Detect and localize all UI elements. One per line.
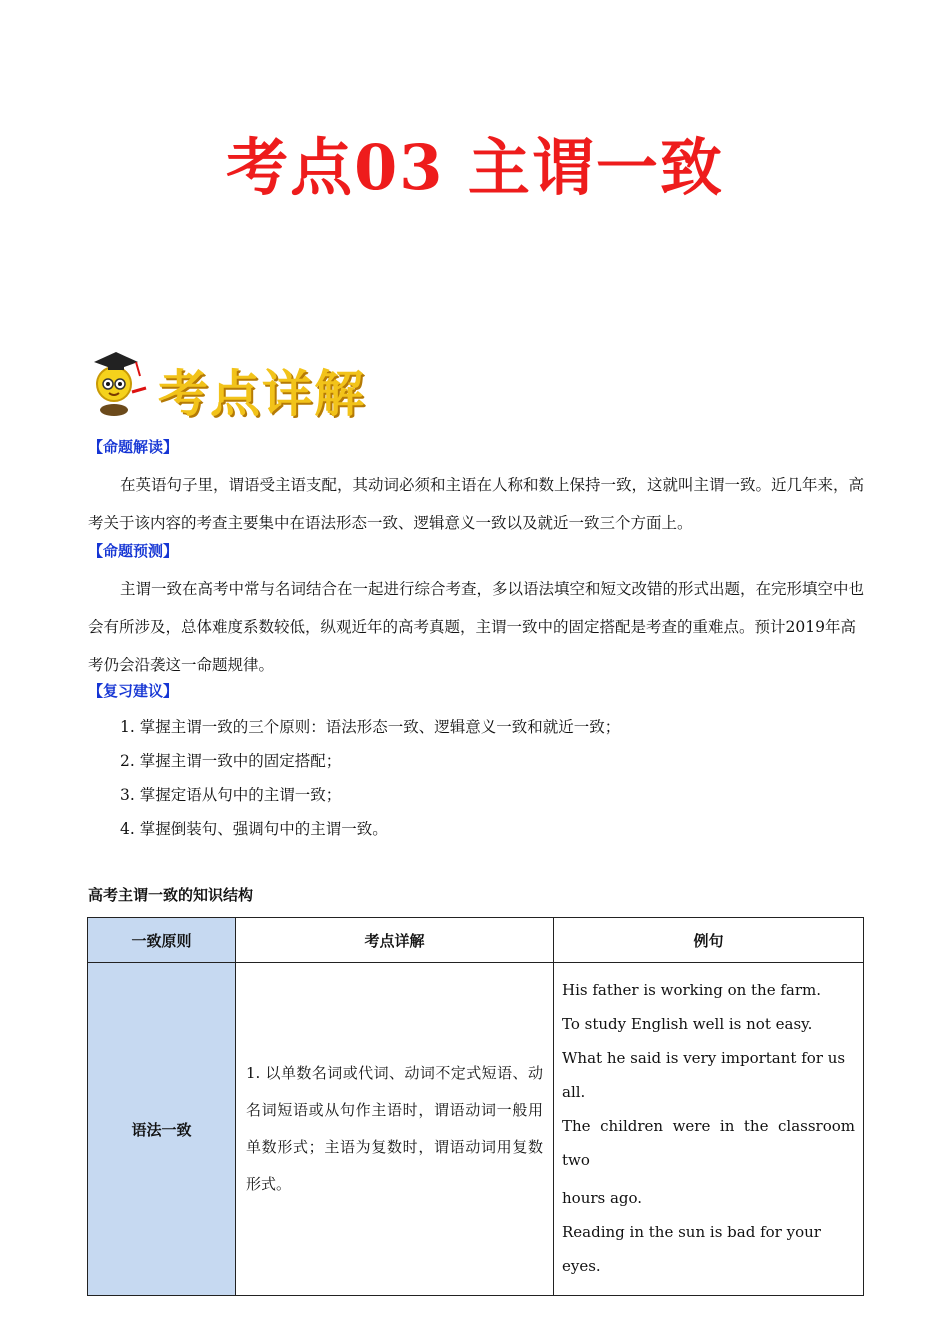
interpretation-section (88, 428, 868, 542)
banner-title: 考点详解 (158, 364, 366, 423)
header-principle: 一致原则 (88, 918, 236, 963)
example-sentence: His father is working on the farm. (562, 981, 822, 999)
table-caption: 高考主谓一致的知识结构 (88, 886, 254, 904)
advice-item: 2. 掌握主谓一致中的固定搭配； (120, 752, 342, 770)
knowledge-table (87, 917, 864, 1296)
prediction-heading: 【命题预测】 (88, 542, 179, 560)
header-examples: 例句 (554, 918, 864, 963)
advice-item: 3. 掌握定语从句中的主谓一致； (120, 786, 342, 804)
advice-item: 1. 掌握主谓一致的三个原则：语法形态一致、逻辑意义一致和就近一致； (120, 718, 621, 736)
example-sentence: The children were in the classroom two (562, 1117, 855, 1169)
table-header-row (88, 918, 864, 963)
advice-heading: 【复习建议】 (88, 682, 179, 700)
advice-section (88, 672, 868, 846)
example-sentence: To study English well is not easy. (562, 1015, 813, 1033)
principle-cell: 语法一致 (88, 963, 236, 1296)
page-title: 考点03 主谓一致 (226, 131, 724, 204)
example-sentence: What he said is very important for us all. (562, 1049, 846, 1101)
prediction-section (88, 532, 868, 684)
detail-cell: 1. 以单数名词或代词、动词不定式短语、动名词短语或从句作主语时，谓语动词一般用单数形式；主语为复数时，谓语动词用复数形式。 (236, 963, 554, 1296)
scholar-mascot-icon (90, 348, 152, 418)
examples-cell (554, 963, 864, 1296)
prediction-text: 主谓一致在高考中常与名词结合在一起进行综合考查，多以语法填空和短文改错的形式出题，在完形填空中也会有所涉及，总体难度系数较低，纵观近年的高考真题，主谓一致中的固定搭配是考查的重难点。预计2019年高考仍会沿袭这一命题规律。 (88, 580, 865, 674)
interpretation-heading: 【命题解读】 (88, 438, 179, 456)
interpretation-text: 在英语句子里，谓语受主语支配，其动词必须和主语在人称和数上保持一致，这就叫主谓一致。近几年来，高考关于该内容的考查主要集中在语法形态一致、逻辑意义一致以及就近一致三个方面上。 (88, 476, 865, 532)
example-sentence: Reading in the sun is bad for your eyes. (562, 1223, 821, 1275)
table-row (88, 963, 864, 1296)
section-banner (90, 348, 410, 423)
advice-item: 4. 掌握倒装句、强调句中的主谓一致。 (120, 820, 388, 838)
header-detail: 考点详解 (236, 918, 554, 963)
example-sentence: hours ago. (562, 1189, 643, 1207)
